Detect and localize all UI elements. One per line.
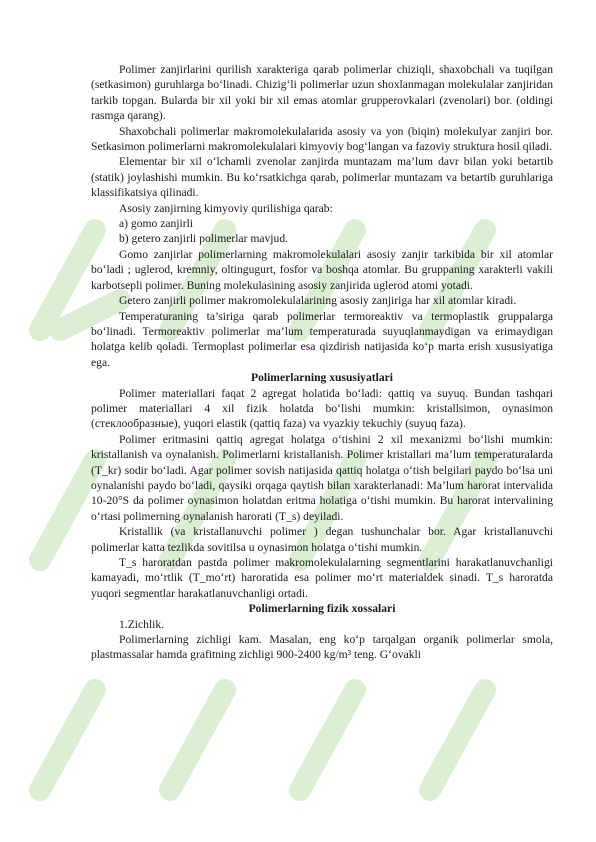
section-intro [91, 62, 553, 370]
paragraph: Gomo zanjirlar polimerlarning makromolekulalari asosiy zanjir tarkibida bir xil atomlar bo‘ladi ; uglerod, kremniy, oltingugurt, fosfor va boshqa atomlar. Bu gruppaning xarakterli vakili karbotsepli polimer. Buning molekulasining asosiy zanjirida uglerod atomi yotadi. [91, 247, 553, 292]
watermark-stroke [170, 690, 225, 790]
paragraph: Asosiy zanjirning kimyoviy qurilishiga qarab: [119, 201, 333, 215]
list-item: a) gomo zanjirli [119, 217, 194, 231]
paragraph: Polimer eritmasini qattiq agregat holatga o‘tishini 2 xil mexanizmi bo‘lishi mumkin: kristallanish va oynalanish. Polimerlarni kristallanish. Polimer kristallari ma’lum temperaturalarda (T_kr) sodir bo‘ladi. Agar polimer sovish natijasida qattiq holatga o‘tish belgilari paydo bo‘lsa uni oynalanishi paydo bo‘ladi, qaysiki orqaga qaytish bilan xarakterlanadi: Ma’lum harorat intervalida 10-20°S da polimer oynasimon holatdan eritma holatiga o‘tishi mumkin. Bu harorat intervalining o‘rtasi polimerning oynalanish harorati (T_s) deyiladi. [91, 432, 553, 523]
paragraph: Shaxobchali polimerlar makromolekulalarida asosiy va yon (biqin) molekulyar zanjiri bor. Setkasimon polimerlarni makromolekulalari kimyoviy bog‘langan va fazoviy struktura hosil qiladi. [91, 124, 553, 154]
watermark-stroke [40, 690, 95, 790]
watermark-stroke [430, 690, 485, 790]
section-physical [91, 617, 553, 663]
paragraph: 1.Zichlik. [119, 617, 165, 631]
watermark-stroke [40, 230, 95, 330]
section-properties [91, 386, 553, 602]
watermark-stroke [40, 460, 95, 560]
paragraph: Kristallik (va kristallanuvchi polimer ) degan tushunchalar bor. Agar kristallanuvchi polimerlar katta tezlikda sovitilsa u oynasimon holatga o‘tishi mumkin. [91, 525, 553, 554]
list-item: b) getero zanjirli polimerlar mavjud. [119, 232, 289, 246]
watermark-stroke [300, 690, 355, 790]
paragraph: Elementar bir xil o‘lchamli zvenolar zanjirda muntazam ma’lum davr bilan yoki betartib (statik) joylashishi mumkin. Bu ko‘rsatkichga qarab, polimerlar muntazam va betartib guruhlariga klassifikatsiya qilinadi. [91, 155, 553, 200]
document-body [91, 62, 553, 663]
paragraph: Temperaturaning ta’siriga qarab polimerlar termoreaktiv va termoplastik gruppalarga bo‘linadi. Termoreaktiv polimerlar ma’lum temperaturada suyuqlanmaydigan va erimaydigan holatga kelib qoladi. Termoplast polimerlar esa qizdirish natijasida ko‘p marta erish xususiyatiga ega. [91, 309, 553, 369]
paragraph: Polimer zanjirlarini qurilish xarakteriga qarab polimerlar chiziqli, shaxobchali va tuqilgan (setkasimon) guruhlarga bo‘linadi. Chizig‘li polimerlar uzun shoxlanmagan molekulalar zanjiridan tarkib topgan. Bularda bir xil yoki bir xil emas atomlar grupperovkalari (zvenolari) bor. (oldingi rasmga qarang). [91, 63, 553, 123]
paragraph: Polimerlarning zichligi kam. Masalan, eng ko‘p tarqalgan organik polimerlar smola, plastmassalar hamda grafitning zichligi 900-2400 kg/m³ teng. G‘ovakli [91, 633, 553, 662]
paragraph: Polimer materiallari faqat 2 agregat holatida bo‘ladi: qattiq va suyuq. Bundan tashqari polimer materiallari 4 xil fizik holatda bo‘lishi mumkin: kristallsimon, oynasimon (стеклообразные), yuqori elastik (qattiq faza) va vyazkiy tekuchiy (suyuq faza). [91, 386, 553, 431]
section-heading: Polimerlarning fizik xossalari [248, 602, 396, 616]
section-heading: Polimerlarning xususiyatlari [250, 371, 394, 385]
paragraph: Getero zanjirli polimer makromolekulalarining asosiy zanjiriga har xil atomlar kiradi. [119, 294, 517, 308]
paragraph: T_s haroratdan pastda polimer makromolekulalarning segmentlarini harakatlanuvchanligi kamayadi, mo‘rtlik (T_mo‘rt) haroratida esa polimer mo‘rt materialdek sinadi. T_s haroratda yuqori segmentlar harakatlanuvchanligi ortadi. [91, 556, 553, 600]
